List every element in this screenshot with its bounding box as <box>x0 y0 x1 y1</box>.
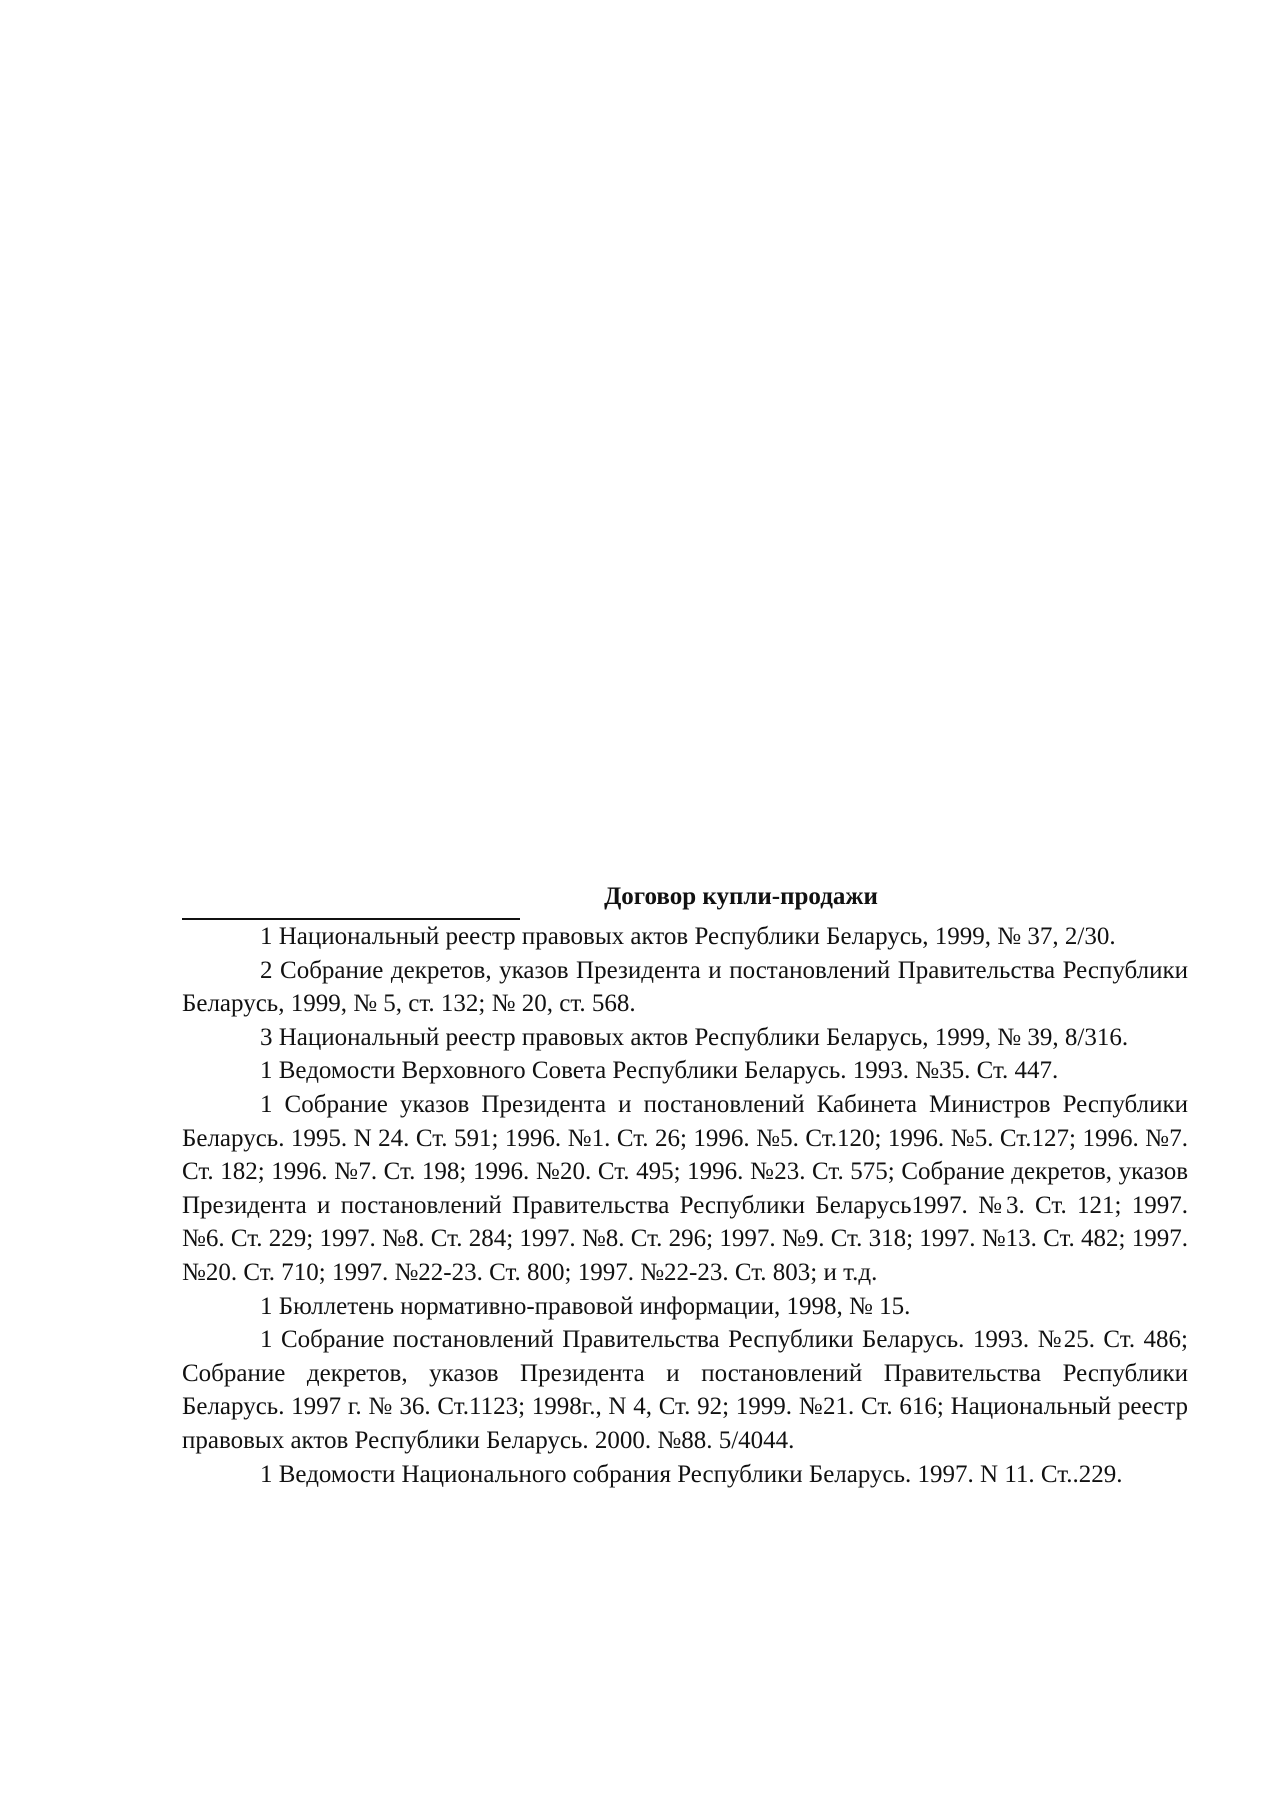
footnote: 3 Национальный реестр правовых актов Республики Беларусь, 1999, № 39, 8/316. <box>260 1023 1129 1051</box>
footnote: 1 Бюллетень нормативно-правовой информации, 1998, № 15. <box>260 1292 911 1320</box>
footnotes <box>182 920 1188 1491</box>
footnote: 1 Национальный реестр правовых актов Республики Беларусь, 1999, № 37, 2/30. <box>260 923 1116 950</box>
footnote: 1 Ведомости Верховного Совета Республики Беларусь. 1993. №35. Ст. 447. <box>260 1057 1059 1085</box>
footnote: 1 Собрание постановлений Правительства Республики Беларусь. 1993. №25. Ст. 486; Собрание декретов, указов Президента и постановлений Правительства Республики Беларусь. 1997 г. № 36. Ст.1123; 1998г., N 4, Ст. 92; 1999. №21. Ст. 616; Национальный реестр правовых актов Республики Беларусь. 2000. №88. 5/4044. <box>182 1326 1188 1454</box>
page-content <box>182 880 1188 1491</box>
footnote: 2 Собрание декретов, указов Президента и постановлений Правительства Республики Беларусь, 1999, № 5, ст. 132; № 20, ст. 568. <box>182 956 1188 1018</box>
document-heading: Договор купли-продажи <box>604 883 878 910</box>
footnote: 1 Ведомости Национального собрания Республики Беларусь. 1997. N 11. Ст..229. <box>260 1460 1123 1488</box>
footnote: 1 Собрание указов Президента и постановлений Кабинета Министров Республики Беларусь. 1995. N 24. Ст. 591; 1996. №1. Ст. 26; 1996. №5. Ст.120; 1996. №5. Ст.127; 1996. №7. Ст. 182; 1996. №7. Ст. 198; 1996. №20. Ст. 495; 1996. №23. Ст. 575; Собрание декретов, указов Президента и постановлений Правительства Республики Беларусь1997. №3. Ст. 121; 1997. №6. Ст. 229; 1997. №8. Ст. 284; 1997. №8. Ст. 296; 1997. №9. Ст. 318; 1997. №13. Ст. 482; 1997. №20. Ст. 710; 1997. №22-23. Ст. 800; 1997. №22-23. Ст. 803; и т.д. <box>182 1090 1188 1286</box>
